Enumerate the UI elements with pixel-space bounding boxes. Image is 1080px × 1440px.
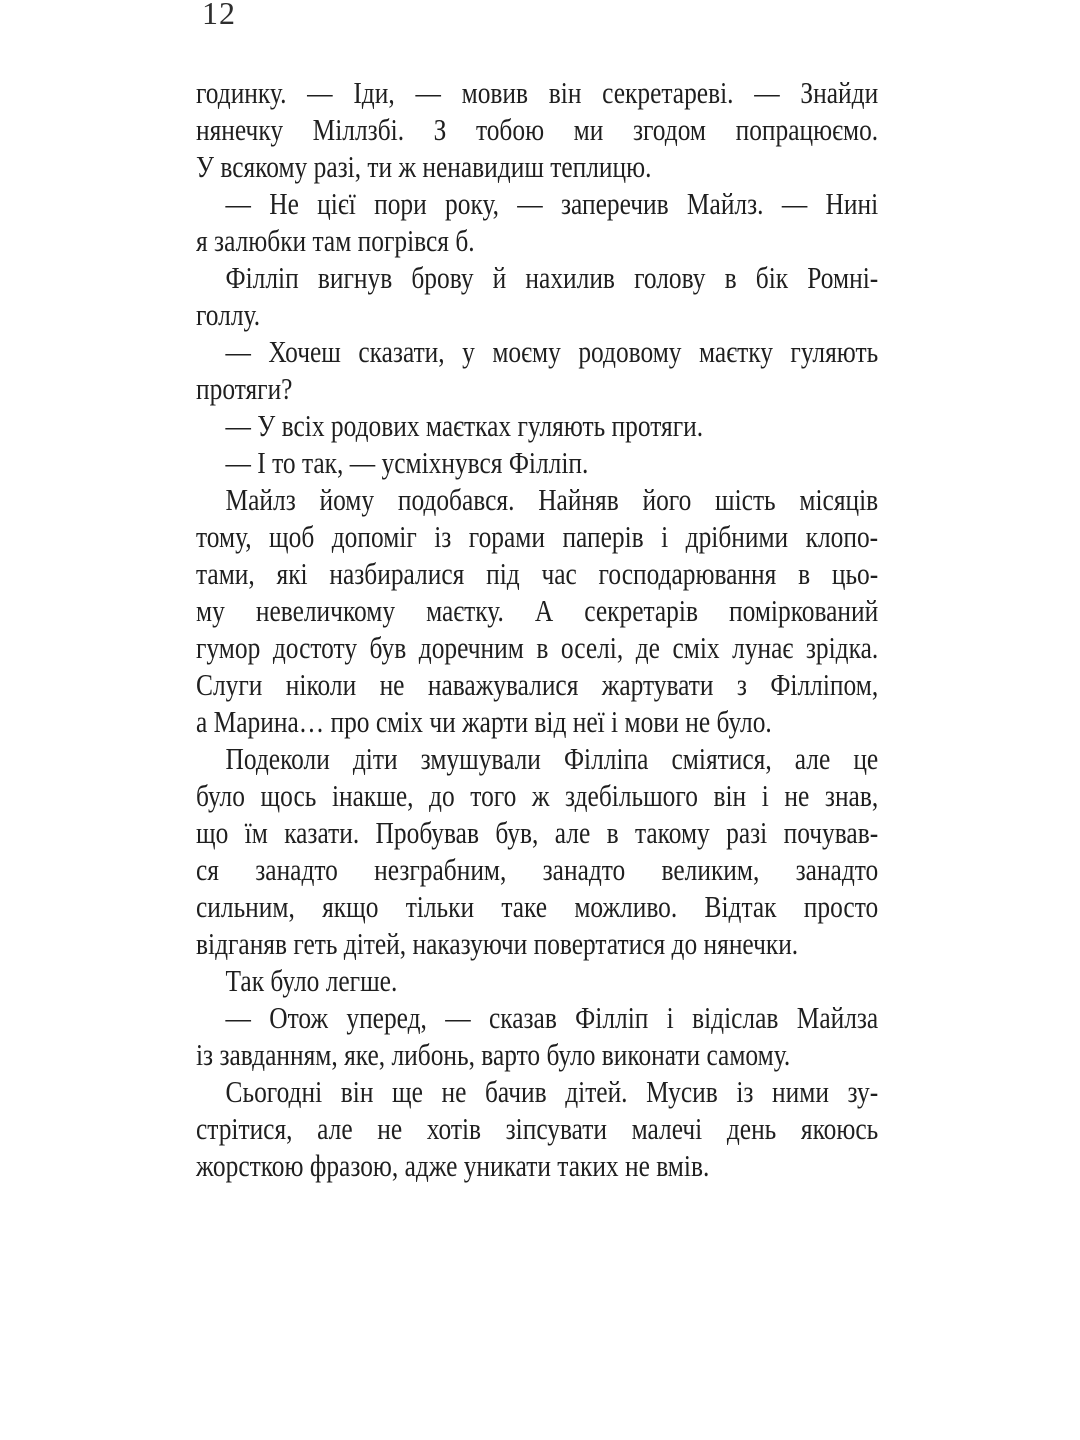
text-line: — Хочеш сказати, у моєму родовому маєтку гуляють <box>225 334 879 369</box>
text-line: відганяв геть дітей, наказуючи повертатися до нянечки. <box>196 926 799 961</box>
text-line: Слуги ніколи не наважувалися жартувати з Філліпом, <box>196 667 879 702</box>
text-line: голлу. <box>196 297 261 332</box>
text-line: — Не цієї пори року, — заперечив Майлз. — Нині <box>225 186 879 221</box>
page-number: 12 <box>202 0 236 31</box>
text-line: — У всіх родових маєтках гуляють протяги. <box>225 408 704 443</box>
text-line: Майлз йому подобався. Найняв його шість місяців <box>225 482 879 517</box>
text-line: нянечку Міллзбі. З тобою ми згодом попрацюємо. <box>196 112 879 147</box>
text-line: Так було легше. <box>225 963 398 998</box>
text-line: сильним, якщо тільки таке можливо. Відтак просто <box>196 889 879 924</box>
text-line: тами, які назбиралися під час господарювання в цьо- <box>196 556 879 591</box>
text-line: що їм казати. Пробував був, але в такому разі почував- <box>196 815 879 850</box>
text-line: годинку. — Іди, — мовив він секретареві. — Знайди <box>196 75 879 110</box>
text-line: Сьогодні він ще не бачив дітей. Мусив із ними зу- <box>225 1074 879 1109</box>
text-line: — І то так, — усміхнувся Філліп. <box>225 445 589 480</box>
text-block <box>196 74 878 1184</box>
text-line: а Марина… про сміх чи жарти від неї і мови не було. <box>196 704 772 739</box>
text-line: Філліп вигнув брову й нахилив голову в бік Ромні- <box>225 260 879 295</box>
text-line: із завданням, яке, либонь, варто було виконати самому. <box>196 1037 791 1072</box>
text-line: Подеколи діти змушували Філліпа сміятися, але це <box>225 741 879 776</box>
text-line: ся занадто незграбним, занадто великим, занадто <box>196 852 879 887</box>
text-line: я залюбки там погрівся б. <box>196 223 475 258</box>
text-line: У всякому разі, ти ж ненавидиш теплицю. <box>196 149 652 184</box>
text-line: протяги? <box>196 371 293 406</box>
text-line: гумор достоту був доречним в оселі, де сміх лунає зрідка. <box>196 630 879 665</box>
text-line: стрітися, але не хотів зіпсувати малечі день якоюсь <box>196 1111 879 1146</box>
text-line: — Отож уперед, — сказав Філліп і відіслав Майлза <box>225 1000 879 1035</box>
text-line: жорсткою фразою, адже уникати таких не вмів. <box>196 1148 710 1183</box>
text-line: було щось інакше, до того ж здебільшого він і не знав, <box>196 778 879 813</box>
text-line: му невеличкому маєтку. А секретарів поміркований <box>196 593 879 628</box>
text-line: тому, щоб допоміг із горами паперів і дрібними клопо- <box>196 519 879 554</box>
